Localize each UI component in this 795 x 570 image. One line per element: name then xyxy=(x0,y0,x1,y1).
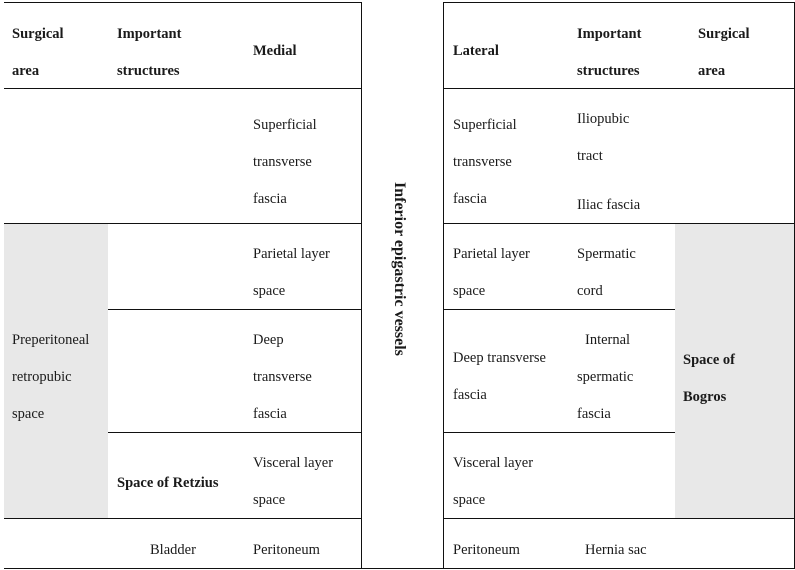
r5-medial: Peritoneum xyxy=(253,542,320,558)
r4-medial: Visceral layer space xyxy=(253,455,334,508)
r5-lateral: Peritoneum xyxy=(453,542,520,558)
r3-right-struct: Internal spermatic fascia xyxy=(577,332,634,422)
r2-lateral: Parietal layer space xyxy=(453,246,530,299)
r5-right-struct: Hernia sac xyxy=(585,542,647,558)
rule-center-left xyxy=(361,2,362,569)
r1-lateral: Superficial transverse fascia xyxy=(453,117,517,207)
r3-lateral: Deep transverse fascia xyxy=(453,350,546,403)
r1-right-struct-a: Iliopubic tract xyxy=(577,111,630,164)
header-left-surgical-area: Surgical area xyxy=(12,26,64,79)
r1-medial: Superficial transverse fascia xyxy=(253,117,317,207)
r2-right-struct: Spermatic cord xyxy=(577,246,636,299)
header-right-important-structures: Important structures xyxy=(577,26,642,79)
r2-medial: Parietal layer space xyxy=(253,246,330,299)
rule-top-right xyxy=(443,2,794,3)
left-surgical-area: Preperitoneal retropubic space xyxy=(12,332,90,422)
r4-left-struct: Space of Retzius xyxy=(117,475,219,491)
right-surgical-area: Space of Bogros xyxy=(683,352,735,405)
r1-right-struct-b: Iliac fascia xyxy=(577,197,641,213)
rule-bottom xyxy=(4,568,794,569)
header-lateral: Lateral xyxy=(453,43,499,59)
header-left-important-structures: Important structures xyxy=(117,26,182,79)
r3-medial: Deep transverse fascia xyxy=(253,332,312,422)
center-vessel-label: Inferior epigastric vessels xyxy=(391,182,408,356)
r5-left-struct: Bladder xyxy=(150,542,196,558)
header-medial: Medial xyxy=(253,43,297,59)
r4-lateral: Visceral layer space xyxy=(453,455,534,508)
rule-center-right xyxy=(443,2,444,569)
rule-top-left xyxy=(4,2,361,3)
rule-r1-left xyxy=(4,223,361,224)
header-right-surgical-area: Surgical area xyxy=(698,26,750,79)
